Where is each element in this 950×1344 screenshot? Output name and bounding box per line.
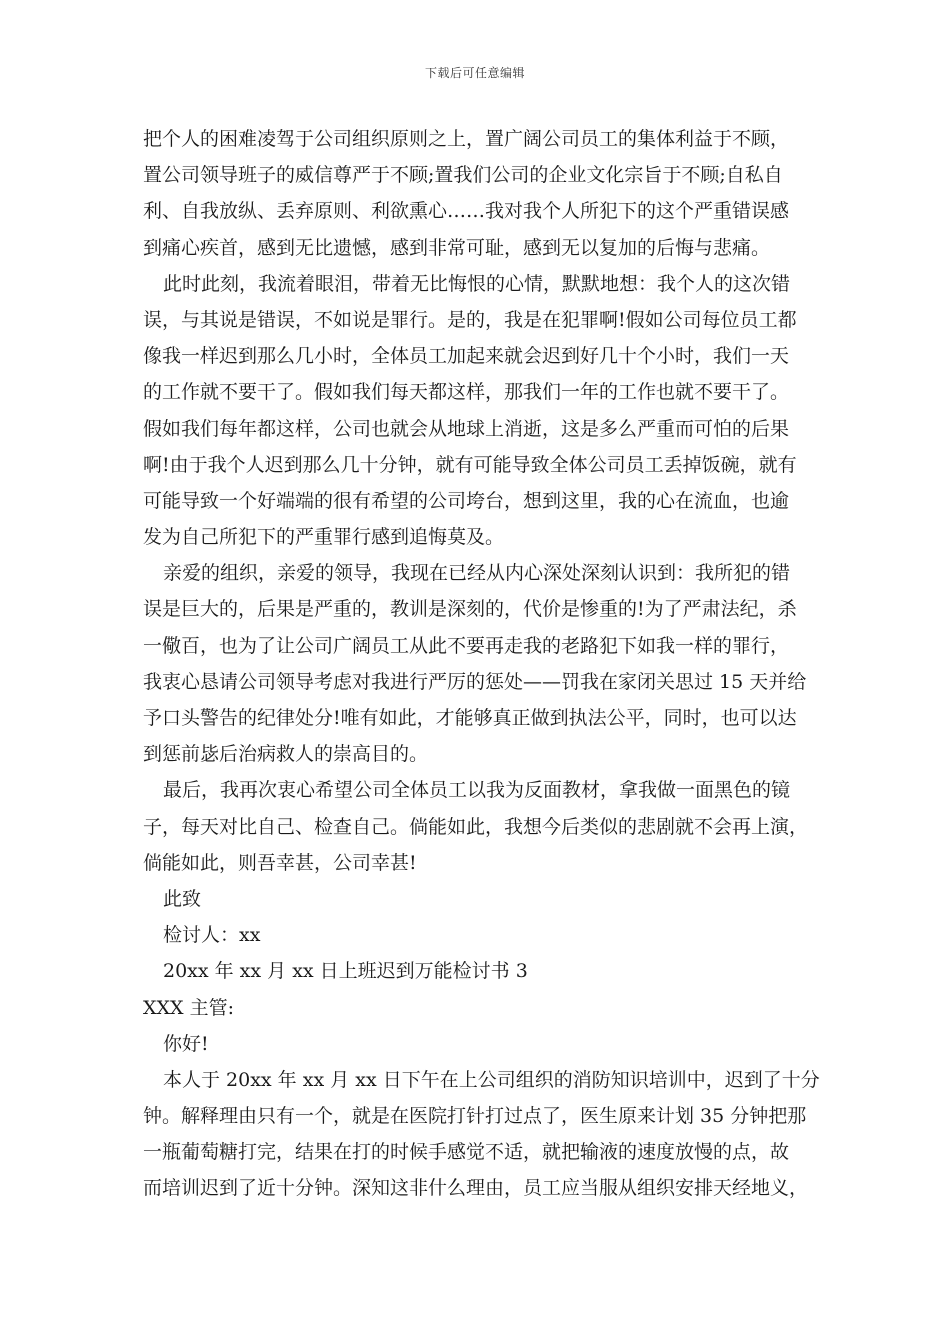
text-line: 子，每天对比自己、检查自己。倘能如此，我想今后类似的悲剧就不会再上演， xyxy=(143,815,809,838)
text-line: 把个人的困难凌驾于公司组织原则之上，置广阔公司员工的集体利益于不顾， xyxy=(143,128,790,150)
text-line: 倘能如此，则吾幸甚，公司幸甚! xyxy=(143,851,417,874)
page-header: 下载后可任意编辑 xyxy=(424,66,525,80)
text-line: 我衷心恳请公司领导考虑对我进行严厉的惩处——罚我在家闭关思过 15 天并给 xyxy=(143,670,807,693)
text-line: 一瓶葡萄糖打完，结果在打的时候手感觉不适，就把输液的速度放慢的点，故 xyxy=(143,1141,790,1164)
text-line: 钟。解释理由只有一个，就是在医院打针打过点了，医生原来计划 35 分钟把那 xyxy=(143,1105,807,1128)
text-line: 检讨人：xx xyxy=(163,924,261,947)
text-line: 到惩前毖后治病救人的崇高目的。 xyxy=(143,743,429,766)
text-line: 置公司领导班子的威信尊严于不顾;置我们公司的企业文化宗旨于不顾;自私自 xyxy=(143,164,783,187)
text-line: 此致 xyxy=(163,887,202,910)
text-line: 最后，我再次衷心希望公司全体员工以我为反面教材，拿我做一面黑色的镜 xyxy=(163,779,791,802)
text-line: 而培训迟到了近十分钟。深知这非什么理由，员工应当服从组织安排天经地义， xyxy=(143,1177,809,1200)
text-line: 利、自我放纵、丢弃原则、利欲熏心……我对我个人所犯下的这个严重错误感 xyxy=(143,200,790,223)
text-line: 20xx 年 xx 月 xx 日上班迟到万能检讨书 3 xyxy=(163,960,528,983)
text-line: 本人于 20xx 年 xx 月 xx 日下午在上公司组织的消防知识培训中，迟到了十分 xyxy=(163,1068,820,1091)
text-line: 你好! xyxy=(163,1032,209,1055)
text-line: 假如我们每年都这样，公司也就会从地球上消逝，这是多么严重而可怕的后果 xyxy=(143,417,790,440)
text-line: 一儆百，也为了让公司广阔员工从此不要再走我的老路犯下如我一样的罪行， xyxy=(143,634,790,657)
text-line: 像我一样迟到那么几小时，全体员工加起来就会迟到好几十个小时，我们一天 xyxy=(143,345,790,368)
text-line: 的工作就不要干了。假如我们每天都这样，那我们一年的工作也就不要干了。 xyxy=(143,381,790,404)
text-line: 发为自己所犯下的严重罪行感到追悔莫及。 xyxy=(143,526,505,549)
text-line: 误是巨大的，后果是严重的，教训是深刻的，代价是惨重的!为了严肃法纪，杀 xyxy=(143,598,797,621)
text-line: XXX 主管: xyxy=(143,996,235,1019)
text-line: 到痛心疾首，感到无比遗憾，感到非常可耻，感到无以复加的后悔与悲痛。 xyxy=(143,236,771,259)
text-line: 予口头警告的纪律处分!唯有如此，才能够真正做到执法公平，同时，也可以达 xyxy=(143,707,797,729)
text-line: 可能导致一个好端端的很有希望的公司垮台，想到这里，我的心在流血，也逾 xyxy=(143,489,790,512)
text-line: 啊!由于我个人迟到那么几十分钟，就有可能导致全体公司员工丢掉饭碗，就有 xyxy=(143,453,797,476)
text-line: 此时此刻，我流着眼泪，带着无比悔恨的心情，默默地想：我个人的这次错 xyxy=(163,272,791,295)
text-line: 亲爱的组织，亲爱的领导，我现在已经从内心深处深刻认识到：我所犯的错 xyxy=(163,562,791,585)
text-line: 误，与其说是错误，不如说是罪行。是的，我是在犯罪啊!假如公司每位员工都 xyxy=(143,308,797,331)
document-body xyxy=(143,121,833,1207)
